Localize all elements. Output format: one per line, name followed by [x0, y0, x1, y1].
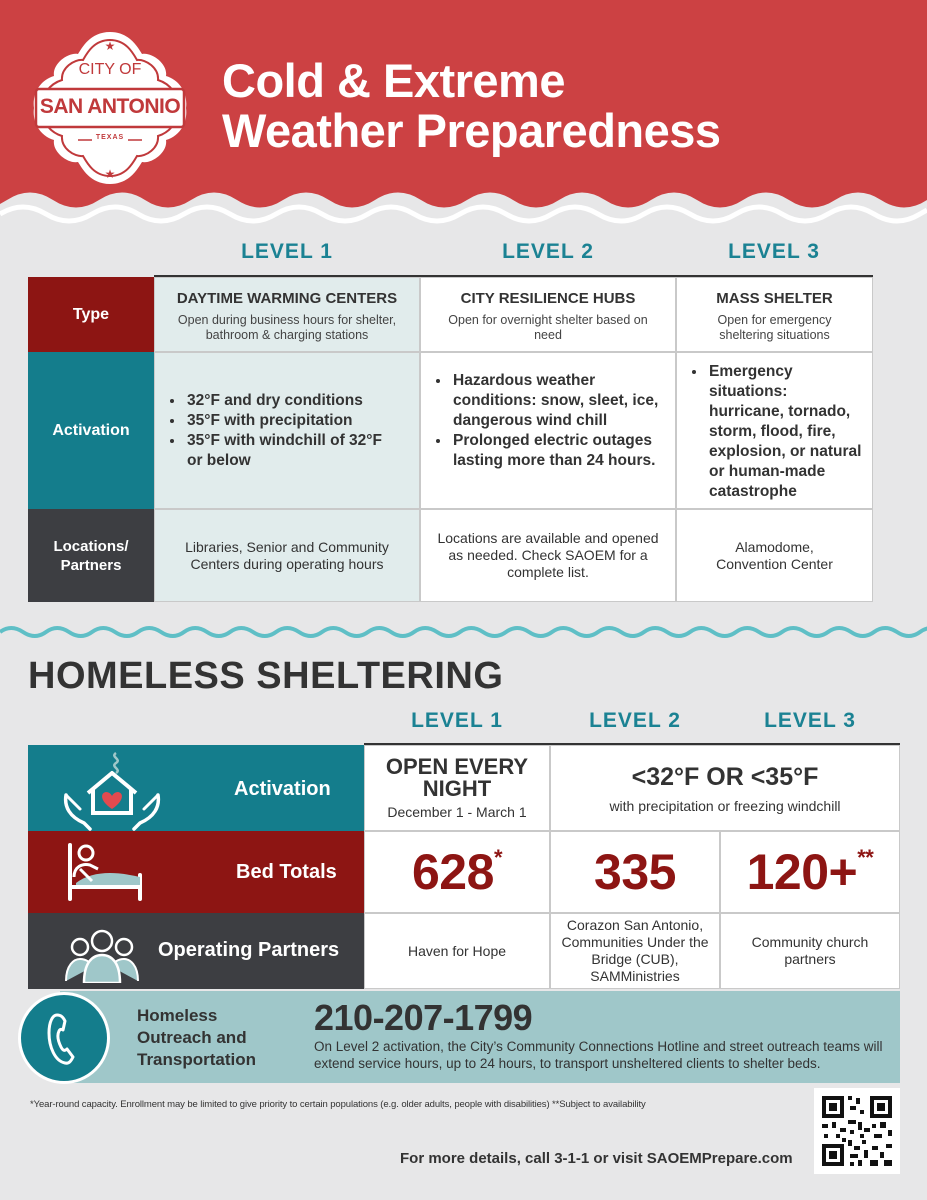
- partners-level1-cell: [364, 913, 550, 989]
- partners-level3-text: Community church partners: [751, 934, 869, 967]
- outreach-label: [137, 1005, 256, 1071]
- activation-level1-item: • 35°F with windchill of 32°F or below: [185, 431, 387, 471]
- qr-code: [814, 1088, 900, 1174]
- levels-table: [28, 275, 873, 602]
- page-title-line2: Weather Preparedness: [222, 104, 721, 157]
- type-level1-cell: [154, 277, 420, 352]
- homeless-partners-label: Operating Partners: [158, 939, 340, 961]
- table2-level3-header: LEVEL 3: [764, 709, 856, 732]
- activation-level1-item: • 35°F with precipitation: [185, 411, 387, 431]
- outreach-label-line3: Transportation: [137, 1050, 257, 1069]
- homeless-beds-label-block: [28, 831, 364, 913]
- activation-level1-cell: [154, 352, 420, 509]
- row-label-locations-line1: Locations/: [53, 537, 129, 555]
- activation-level1-list: [169, 391, 387, 471]
- type-level2-cell: [420, 277, 676, 352]
- table1-level3-header: LEVEL 3: [728, 240, 820, 263]
- house-hands-icon: [60, 749, 164, 831]
- type-level1-title: DAYTIME WARMING CENTERS: [176, 290, 398, 307]
- row-label-activation: Activation: [28, 352, 154, 509]
- activation-level1-item: • 32°F and dry conditions: [185, 391, 387, 411]
- homeless-activation-level1-main-line1: OPEN EVERY: [385, 754, 529, 779]
- bed-icon: [62, 841, 146, 905]
- locations-level2-cell: [420, 509, 676, 602]
- page-title-line1: Cold & Extreme: [222, 54, 565, 107]
- table1-level2-header: LEVEL 2: [502, 240, 594, 263]
- row-label-locations: [28, 509, 154, 602]
- wave-divider: [0, 624, 927, 640]
- homeless-section-title: HOMELESS SHELTERING: [28, 655, 504, 697]
- phone-circle: [18, 992, 110, 1084]
- seal-name: SAN ANTONIO: [39, 95, 181, 118]
- locations-level3-text: Alamodome, Convention Center: [716, 538, 833, 572]
- svg-text:★: ★: [104, 39, 116, 53]
- row-label-type: Type: [28, 277, 154, 352]
- beds-level2-cell: [550, 831, 720, 913]
- city-seal: [30, 28, 190, 188]
- people-icon: [64, 925, 140, 983]
- locations-level1-text: Libraries, Senior and Community Centers during operating hours: [185, 538, 389, 572]
- outreach-phone-number[interactable]: 210-207-1799: [314, 997, 533, 1038]
- activation-level2-item: • Prolonged electric outages lasting more than 24 hours.: [451, 431, 663, 471]
- beds-level3-number: 120+: [746, 844, 858, 900]
- homeless-activation-level1-main-line2: NIGHT: [422, 776, 492, 801]
- activation-level3-cell: [676, 352, 873, 509]
- outreach-description: On Level 2 activation, the City’s Community Connections Hotline and street outreach teams will extend service hours, up to 24 hours, to transport unsheltered clients to shelter beds.: [314, 1039, 883, 1071]
- type-level2-title: CITY RESILIENCE HUBS: [460, 290, 636, 307]
- partners-level1-text: Haven for Hope: [407, 942, 507, 959]
- beds-level3-mark: **: [857, 845, 874, 870]
- type-level3-desc: Open for emergency sheltering situations: [717, 313, 832, 342]
- locations-level2-text: Locations are available and opened as needed. Check SAOEM for a complete list.: [437, 530, 659, 580]
- phone-icon: [45, 1011, 85, 1067]
- partners-level2-cell: [550, 913, 720, 989]
- beds-level3-cell: [720, 831, 900, 913]
- homeless-activation-level23-main: <32°F OR <35°F: [631, 762, 819, 791]
- footer-contact: For more details, call 3-1-1 or visit SAOEMPrepare.com: [400, 1150, 793, 1167]
- outreach-label-line2: Outreach and: [137, 1028, 247, 1047]
- homeless-activation-label: Activation: [234, 778, 331, 800]
- table2-level1-header: LEVEL 1: [411, 709, 503, 732]
- activation-level3-item: • Emergency situations: hurricane, tornado, storm, flood, fire, explosion, or natural or human-made catastrophe: [707, 362, 864, 502]
- homeless-table: [28, 743, 900, 989]
- outreach-label-line1: Homeless: [137, 1006, 218, 1025]
- type-level2-desc: Open for overnight shelter based on need: [448, 313, 648, 342]
- beds-level1-mark: *: [493, 845, 502, 870]
- activation-level2-cell: [420, 352, 676, 509]
- activation-level3-list: [691, 362, 864, 502]
- activation-level2-list: [435, 371, 663, 471]
- seal-city-of: CITY OF: [78, 61, 142, 78]
- activation-level2-item: • Hazardous weather conditions: snow, sleet, ice, dangerous wind chill: [451, 371, 663, 431]
- beds-level1-value: [412, 843, 502, 901]
- type-level3-title: MASS SHELTER: [716, 290, 833, 307]
- homeless-activation-level1-cell: [364, 745, 550, 831]
- homeless-partners-label-block: [28, 913, 364, 989]
- seal-state: TEXAS: [95, 134, 125, 141]
- footnote: *Year-round capacity. Enrollment may be limited to give priority to certain populations (e.g. older adults, people with disabilities) **Subject to availability: [30, 1099, 646, 1110]
- homeless-beds-label: Bed Totals: [236, 861, 337, 883]
- table1-level1-header: LEVEL 1: [241, 240, 333, 263]
- svg-text:★: ★: [104, 167, 116, 181]
- homeless-activation-level23-cell: [550, 745, 900, 831]
- locations-level1-cell: [154, 509, 420, 602]
- beds-level3-value: [747, 843, 874, 901]
- partners-level3-cell: [720, 913, 900, 989]
- homeless-activation-label-block: [28, 745, 364, 831]
- beds-level1-number: 628: [412, 844, 494, 900]
- table2-level2-header: LEVEL 2: [589, 709, 681, 732]
- beds-level1-cell: [364, 831, 550, 913]
- partners-level2-text: Corazon San Antonio, Communities Under the Bridge (CUB), SAMMinistries: [561, 917, 709, 984]
- type-level1-desc: Open during business hours for shelter, bathroom & charging stations: [177, 313, 397, 342]
- homeless-activation-level1-sub: December 1 - March 1: [387, 804, 527, 820]
- homeless-activation-level23-sub: with precipitation or freezing windchill: [609, 797, 841, 814]
- row-label-locations-line2: Partners: [60, 556, 122, 574]
- beds-level2-value: 335: [594, 844, 676, 900]
- locations-level3-cell: [676, 509, 873, 602]
- type-level3-cell: [676, 277, 873, 352]
